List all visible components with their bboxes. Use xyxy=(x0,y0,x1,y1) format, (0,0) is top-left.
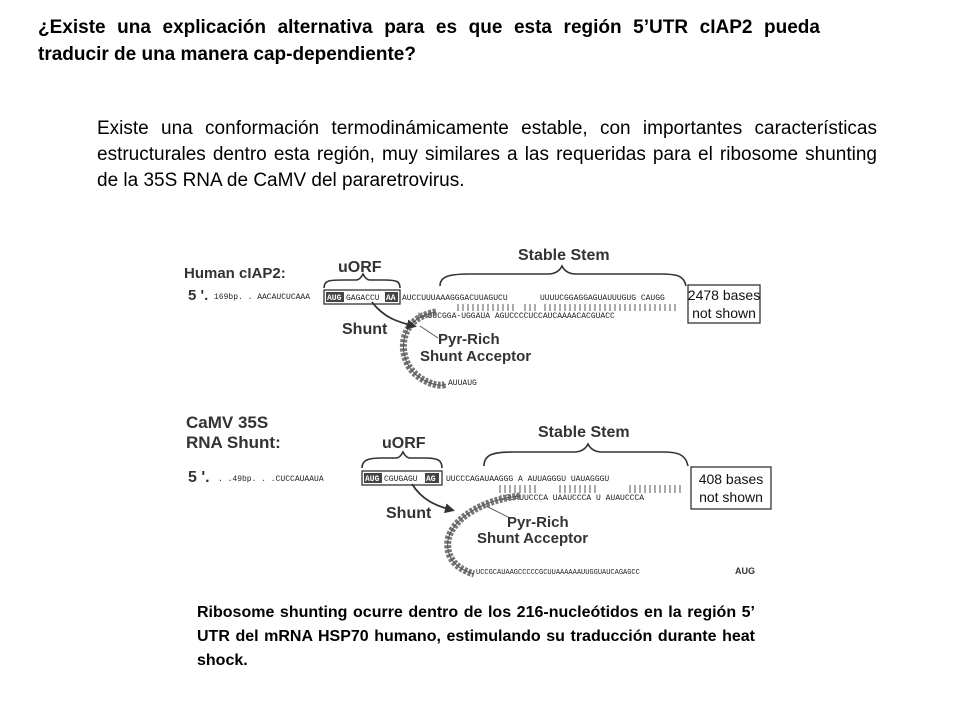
stem-top-strand: UUCCCAGAUAAGGG A AUUAGGGU UAUAGGGU xyxy=(446,475,610,484)
diagram-camv-35s xyxy=(186,413,771,577)
uorf-label: uORF xyxy=(338,259,382,276)
stem-bottom-strand: UAUUCGGA-UGGAUA AGUCCCCUCCAUCAAAACACGUACC xyxy=(418,312,615,321)
box-line1: 408 bases xyxy=(698,471,764,487)
stable-stem-label: Stable Stem xyxy=(538,424,630,441)
tail-end-codon: AUG xyxy=(735,566,755,576)
five-prime-label: 5 '. xyxy=(188,469,210,486)
uorf-brace xyxy=(324,274,400,288)
species-label-line2: RNA Shunt: xyxy=(186,433,281,452)
stem-base-pairs xyxy=(458,304,675,311)
uorf-brace xyxy=(362,452,442,468)
species-label-line1: CaMV 35S xyxy=(186,413,269,432)
acceptor-label-line2: Shunt Acceptor xyxy=(477,530,589,547)
five-prime-label: 5 '. xyxy=(188,287,209,304)
stable-stem-brace xyxy=(484,444,688,466)
stable-stem-brace xyxy=(440,266,686,286)
species-label: Human cIAP2: xyxy=(184,265,286,282)
uorf-stop-codon: AA xyxy=(386,294,396,303)
acceptor-label-line1: Pyr-Rich xyxy=(507,514,569,531)
acceptor-label-line2: Shunt Acceptor xyxy=(420,348,532,365)
page-title: ¿Existe una explicación alternativa para es que esta región 5’UTR cIAP2 pueda traducir de una manera cap-dependiente? xyxy=(38,17,820,65)
box-line2: not shown xyxy=(692,305,756,321)
prefix-sequence: 169bp. . AACAUCUCAAA xyxy=(214,293,311,302)
uorf-middle: CGUGAGU xyxy=(384,475,418,484)
uorf-stop-codon: AG xyxy=(426,475,436,484)
shunt-label: Shunt xyxy=(386,505,432,522)
figure-caption: Ribosome shunting ocurre dentro de los 216-nucleótidos en la región 5’ UTR del mRNA HSP70 humano, estimulando su traducción durante heat shock. xyxy=(197,604,755,669)
uorf-start-codon: AUG xyxy=(365,475,380,484)
intro-paragraph: Existe una conformación termodinámicamente estable, con importantes características estructurales dentro esta región, muy similares a las requeridas para el ribosome shunting de la 35S RNA de CaMV del pararetrovirus. xyxy=(97,118,877,191)
post-uorf-sequence: AUCCUUUAAAGGGACUUAGUCU xyxy=(402,294,508,303)
stable-stem-label: Stable Stem xyxy=(518,247,610,264)
shunt-label: Shunt xyxy=(342,321,388,338)
stem-base-pairs xyxy=(500,485,680,493)
acceptor-pointer xyxy=(420,326,438,338)
diagram-human-ciap2 xyxy=(184,247,760,388)
box-line2: not shown xyxy=(699,489,763,505)
uorf-middle: GAGACCU xyxy=(346,294,380,303)
stem-bottom-strand: UGUAUUCCCA UAAUCCCA U AUAUCCCA xyxy=(500,494,645,503)
loop-tail-sequence: AUUAUG xyxy=(448,379,477,388)
box-line1: 2478 bases xyxy=(687,287,761,303)
uorf-label: uORF xyxy=(382,435,426,452)
stem-top-strand: UUUUCGGAGGAGUAUUUGUG CAUGG xyxy=(540,294,665,303)
tail-sequence: UCCGCAUAAGCCCCCGCUUAAAAAAUUGGUAUCAGAGCC xyxy=(476,569,640,577)
uorf-start-codon: AUG xyxy=(327,294,342,303)
prefix-sequence: . .49bp. . .CUCCAUAAUA xyxy=(218,475,324,484)
acceptor-label-line1: Pyr-Rich xyxy=(438,331,500,348)
